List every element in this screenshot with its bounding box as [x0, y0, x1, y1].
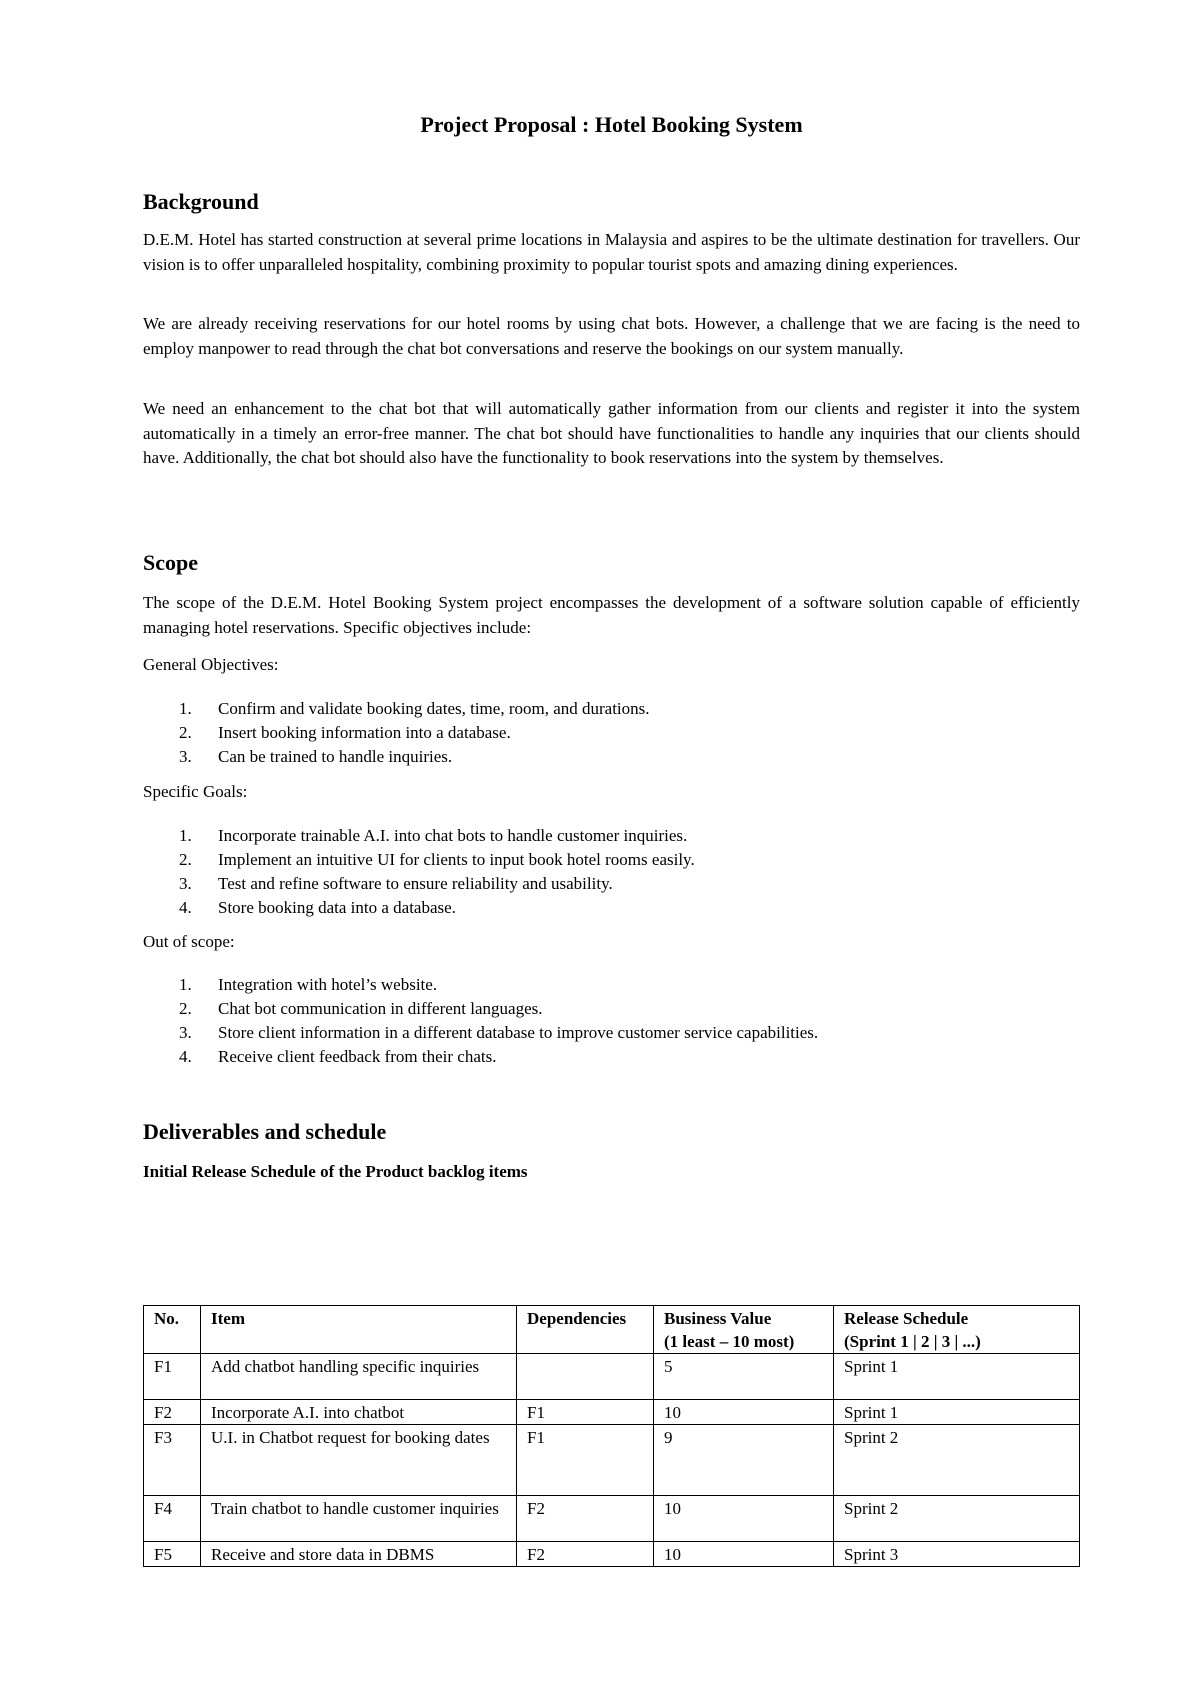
document-title: Project Proposal : Hotel Booking System — [420, 112, 803, 137]
cell-no: F5 — [144, 1542, 201, 1567]
out-of-scope-label: Out of scope: — [143, 932, 235, 951]
cell-no: F3 — [144, 1425, 201, 1496]
cell-no: F4 — [144, 1496, 201, 1542]
release-schedule-table — [143, 1305, 1080, 1567]
scope-intro: The scope of the D.E.M. Hotel Booking System project encompasses the development of a software solution capable of efficiently managing hotel reservations. Specific objectives include: — [143, 593, 1080, 637]
table-row — [144, 1425, 1080, 1496]
column-header-dependencies: Dependencies — [517, 1306, 654, 1354]
cell-item: Incorporate A.I. into chatbot — [201, 1400, 517, 1425]
cell-item: Add chatbot handling specific inquiries — [201, 1354, 517, 1400]
list-item: 1. Integration with hotel’s website. — [179, 975, 438, 994]
cell-dependencies: F1 — [517, 1400, 654, 1425]
cell-business-value: 5 — [654, 1354, 834, 1400]
table-row — [144, 1400, 1080, 1425]
list-item: 1. Incorporate trainable A.I. into chat bots to handle customer inquiries. — [179, 826, 688, 845]
column-header-no: No. — [144, 1306, 201, 1354]
cell-business-value: 10 — [654, 1400, 834, 1425]
table-row — [144, 1496, 1080, 1542]
cell-release-schedule: Sprint 1 — [834, 1400, 1080, 1425]
general-objectives-label: General Objectives: — [143, 655, 279, 674]
column-header-item: Item — [201, 1306, 517, 1354]
background-paragraph: We need an enhancement to the chat bot that will automatically gather information from our clients and register it into the system automatically in a timely an error-free manner. The chat bot should have functionalities to handle any inquiries that our clients should have. Additionally, the chat bot should also have the functionality to book reservations into the system by themselves. — [143, 399, 1080, 467]
table-header-row — [144, 1306, 1080, 1354]
cell-dependencies: F2 — [517, 1542, 654, 1567]
cell-dependencies — [517, 1354, 654, 1400]
cell-item: U.I. in Chatbot request for booking dates — [201, 1425, 517, 1496]
cell-business-value: 9 — [654, 1425, 834, 1496]
cell-no: F2 — [144, 1400, 201, 1425]
cell-release-schedule: Sprint 3 — [834, 1542, 1080, 1567]
list-item: 2. Implement an intuitive UI for clients to input book hotel rooms easily. — [179, 850, 695, 869]
cell-release-schedule: Sprint 1 — [834, 1354, 1080, 1400]
cell-dependencies: F1 — [517, 1425, 654, 1496]
list-item: 2. Chat bot communication in different languages. — [179, 999, 543, 1018]
list-item: 1. Confirm and validate booking dates, time, room, and durations. — [179, 699, 650, 718]
list-item: 2. Insert booking information into a database. — [179, 723, 511, 742]
cell-dependencies: F2 — [517, 1496, 654, 1542]
list-item: 4. Store booking data into a database. — [179, 898, 456, 917]
deliverables-heading: Deliverables and schedule — [143, 1119, 387, 1144]
table-row — [144, 1354, 1080, 1400]
background-heading: Background — [143, 189, 259, 214]
cell-release-schedule: Sprint 2 — [834, 1496, 1080, 1542]
column-header-business-value: Business Value (1 least – 10 most) — [654, 1306, 834, 1354]
cell-release-schedule: Sprint 2 — [834, 1425, 1080, 1496]
specific-goals-label: Specific Goals: — [143, 782, 248, 801]
cell-business-value: 10 — [654, 1496, 834, 1542]
out-of-scope-list — [143, 973, 818, 1069]
release-schedule-subheading: Initial Release Schedule of the Product backlog items — [143, 1162, 528, 1181]
table-row — [144, 1542, 1080, 1567]
list-item: 4. Receive client feedback from their chats. — [179, 1047, 497, 1066]
specific-goals-list — [143, 824, 695, 920]
cell-item: Receive and store data in DBMS — [201, 1542, 517, 1567]
list-item: 3. Store client information in a different database to improve customer service capabilities. — [179, 1023, 819, 1042]
list-item: 3. Can be trained to handle inquiries. — [179, 747, 453, 766]
list-item: 3. Test and refine software to ensure reliability and usability. — [179, 874, 613, 893]
cell-item: Train chatbot to handle customer inquiries — [201, 1496, 517, 1542]
column-header-release-schedule: Release Schedule (Sprint 1 | 2 | 3 | ...) — [834, 1306, 1080, 1354]
cell-business-value: 10 — [654, 1542, 834, 1567]
general-objectives-list — [143, 697, 650, 769]
background-paragraph: D.E.M. Hotel has started construction at several prime locations in Malaysia and aspires to be the ultimate destination for travellers. Our vision is to offer unparalleled hospitality, combining proximity to popular tourist spots and amazing dining experiences. — [143, 230, 1080, 274]
cell-no: F1 — [144, 1354, 201, 1400]
background-paragraph: We are already receiving reservations for our hotel rooms by using chat bots. However, a challenge that we are facing is the need to employ manpower to read through the chat bot conversations and reserve the bookings on our system manually. — [143, 314, 1080, 358]
scope-heading: Scope — [143, 550, 198, 575]
